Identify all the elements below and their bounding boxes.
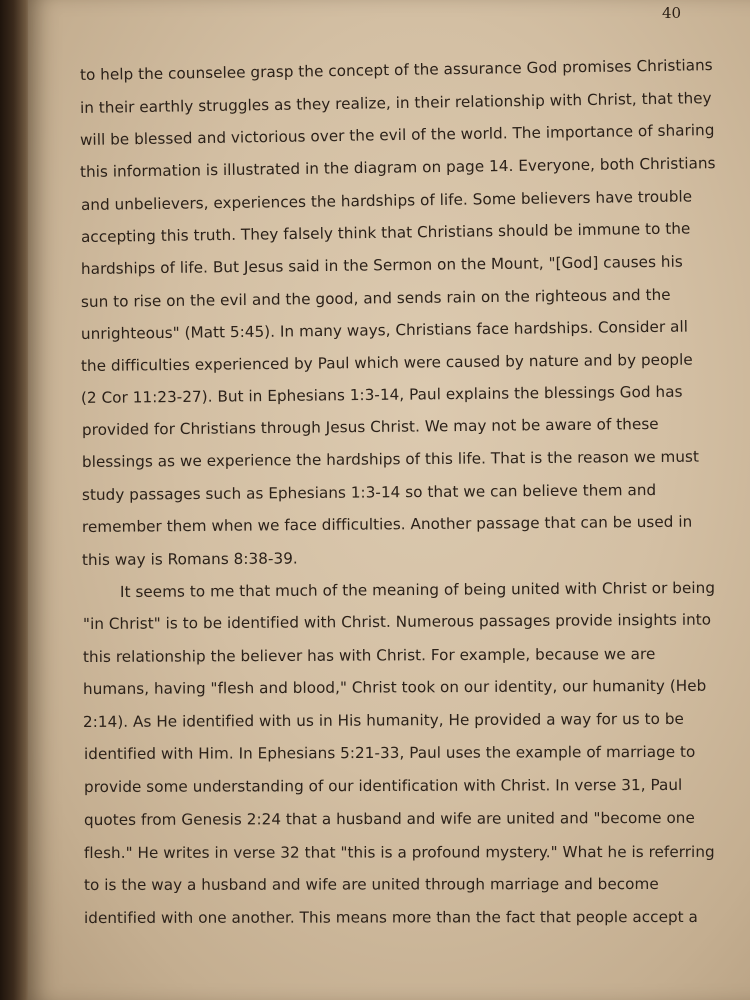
paragraph-first-line: It seems to me that much of the meaning of being united with Christ or being	[119, 578, 716, 601]
text-line: in their earthly struggles as they realize, in their relationship with Christ, that they	[79, 89, 712, 117]
text-line: accepting this truth. They falsely think that Christians should be immune to the	[80, 219, 691, 246]
page-number: 40	[662, 4, 682, 22]
text-line: the difficulties experienced by Paul which were caused by nature and by people	[80, 350, 693, 375]
text-line: "in Christ" is to be identified with Christ. Numerous passages provide insights into	[82, 610, 712, 633]
text-line: humans, having "flesh and blood," Christ took on our identity, our humanity (Heb	[82, 676, 707, 698]
text-line: unrighteous" (Matt 5:45). In many ways, Christians face hardships. Consider all	[80, 317, 689, 343]
text-line: identified with one another. This means more than the fact that people accept a	[83, 907, 698, 927]
text-line: this way is Romans 8:38-39.	[81, 549, 298, 569]
text-line: identified with Him. In Ephesians 5:21-33, Paul uses the example of marriage to	[83, 742, 696, 763]
text-line: and unbelievers, experiences the hardships of life. Some believers have trouble	[80, 187, 693, 214]
text-line: this information is illustrated in the diagram on page 14. Everyone, both Christians	[79, 154, 716, 181]
text-line: provided for Christians through Jesus Christ. We may not be aware of these	[81, 414, 659, 439]
text-line: quotes from Genesis 2:24 that a husband and wife are united and "become one	[83, 808, 695, 829]
text-line: to help the counselee grasp the concept of the assurance God promises Christians	[79, 56, 713, 84]
text-line: provide some understanding of our identification with Christ. In verse 31, Paul	[83, 775, 683, 796]
text-line: flesh." He writes in verse 32 that "this is a profound mystery." What he is referring	[83, 842, 715, 862]
text-line: 2:14). As He identified with us in His humanity, He provided a way for us to be	[82, 709, 684, 731]
text-line: (2 Cor 11:23-27). But in Ephesians 1:3-14, Paul explains the blessings God has	[80, 382, 683, 407]
text-line: blessings as we experience the hardships of this life. That is the reason we must	[81, 447, 700, 471]
text-line: study passages such as Ephesians 1:3-14 so that we can believe them and	[81, 480, 657, 504]
book-page	[28, 0, 750, 1000]
text-line: to is the way a husband and wife are united through marriage and become	[83, 874, 659, 894]
text-line: remember them when we face difficulties. Another passage that can be used in	[81, 512, 693, 536]
text-line: will be blessed and victorious over the evil of the world. The importance of sharing	[79, 121, 715, 149]
text-line: hardships of life. But Jesus said in the Sermon on the Mount, "[God] causes his	[80, 252, 683, 278]
text-line: this relationship the believer has with Christ. For example, because we are	[82, 645, 656, 666]
text-line: sun to rise on the evil and the good, and sends rain on the righteous and the	[80, 285, 671, 311]
